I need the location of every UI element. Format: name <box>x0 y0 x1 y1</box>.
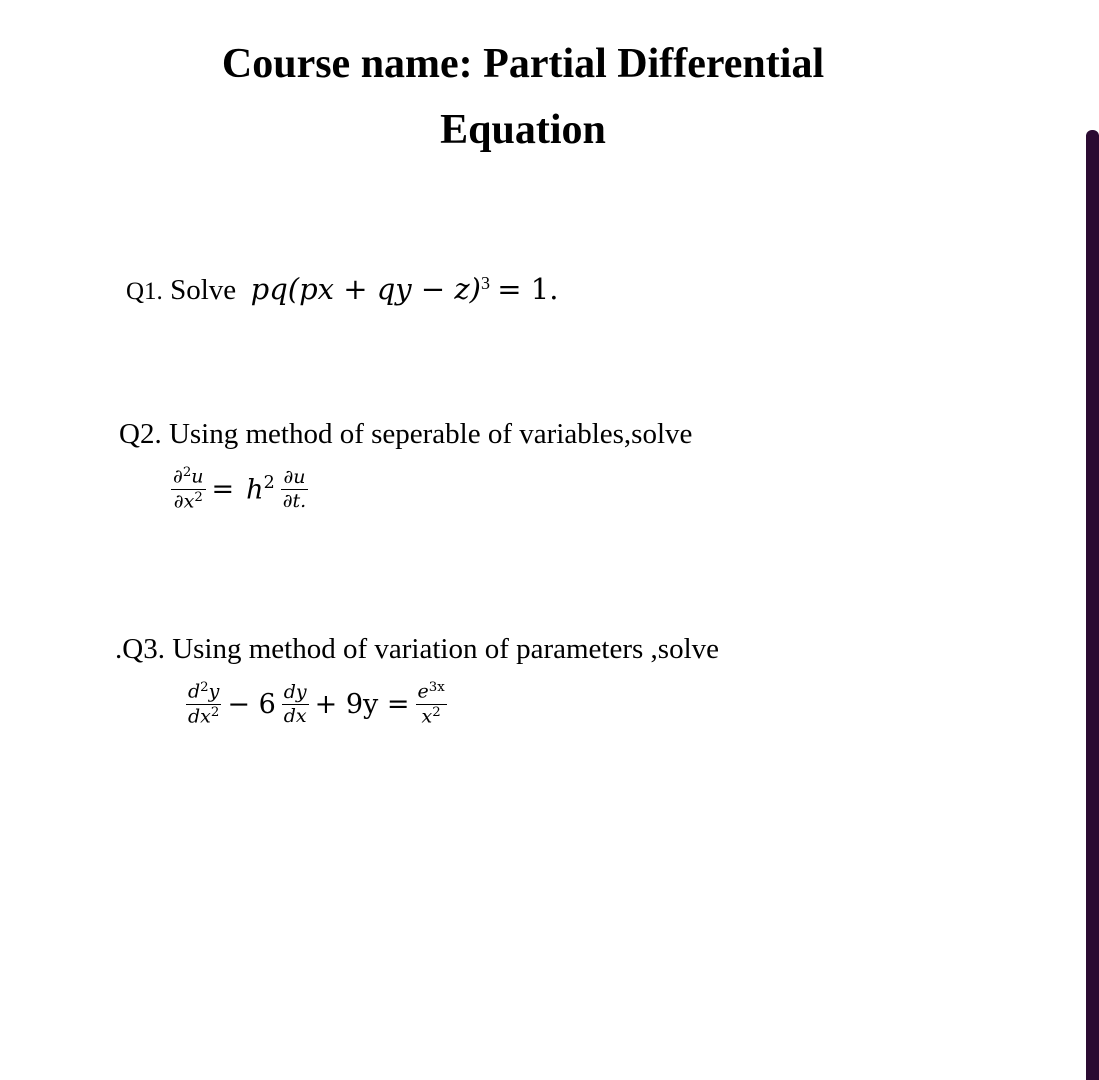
question-1-number: Q1. <box>126 277 163 305</box>
q2-coef-sup: 2 <box>263 472 275 493</box>
q3-term1-fraction <box>186 681 221 727</box>
q3-t3-num-sup: 3x <box>428 680 445 695</box>
question-1-instruction: Solve <box>170 273 237 306</box>
q3-t1-num-var: y <box>208 680 220 703</box>
q2-rhs-den: ∂t. <box>282 489 307 512</box>
q2-equals: = <box>211 473 235 505</box>
q3-plus-nine-y: + 9y = <box>314 688 410 720</box>
vertical-scrollbar[interactable] <box>1086 130 1099 1080</box>
q3-minus-six: − 6 <box>227 688 276 720</box>
q3-t2-den: dx <box>283 704 307 727</box>
q2-rhs-num: ∂u <box>281 467 309 490</box>
q3-t3-den-sup: 2 <box>432 704 441 720</box>
question-1-equation-rhs: = 1. <box>497 271 559 306</box>
q2-coef: h <box>246 474 264 506</box>
question-1-exponent: 3 <box>481 273 490 293</box>
q3-t2-num: dy <box>283 680 307 703</box>
question-1 <box>126 271 559 306</box>
question-3-equation <box>186 681 447 727</box>
q3-t1-den: dx <box>188 705 211 728</box>
q2-lhs-num-var: u <box>191 465 204 488</box>
question-1-equation-lhs: pq(px + qy − z) <box>250 271 481 306</box>
q2-lhs-den-sup: 2 <box>194 489 203 505</box>
q2-lhs-num: ∂ <box>173 465 183 488</box>
question-3-text: .Q3. Using method of variation of parameters ,solve <box>115 633 720 665</box>
question-2-equation <box>171 466 308 512</box>
q3-rhs-fraction <box>416 681 447 727</box>
course-title-line-1: Course name: Partial Differential <box>221 41 825 87</box>
q3-t1-num-sup: 2 <box>200 680 209 695</box>
question-2-text: Q2. Using method of seperable of variables,solve <box>119 418 693 450</box>
course-title-line-2: Equation <box>440 107 606 153</box>
q3-t1-num: d <box>188 680 201 703</box>
q2-coefficient <box>240 473 281 506</box>
q3-t3-num: e <box>417 680 429 703</box>
q2-rhs-fraction <box>281 467 309 512</box>
q2-lhs-fraction <box>171 466 206 512</box>
q3-term2-fraction <box>282 682 309 727</box>
q2-lhs-den: ∂x <box>173 490 195 513</box>
q2-lhs-num-sup: 2 <box>182 465 192 480</box>
q3-t1-den-sup: 2 <box>210 704 220 720</box>
q3-t3-den: x <box>421 705 433 728</box>
